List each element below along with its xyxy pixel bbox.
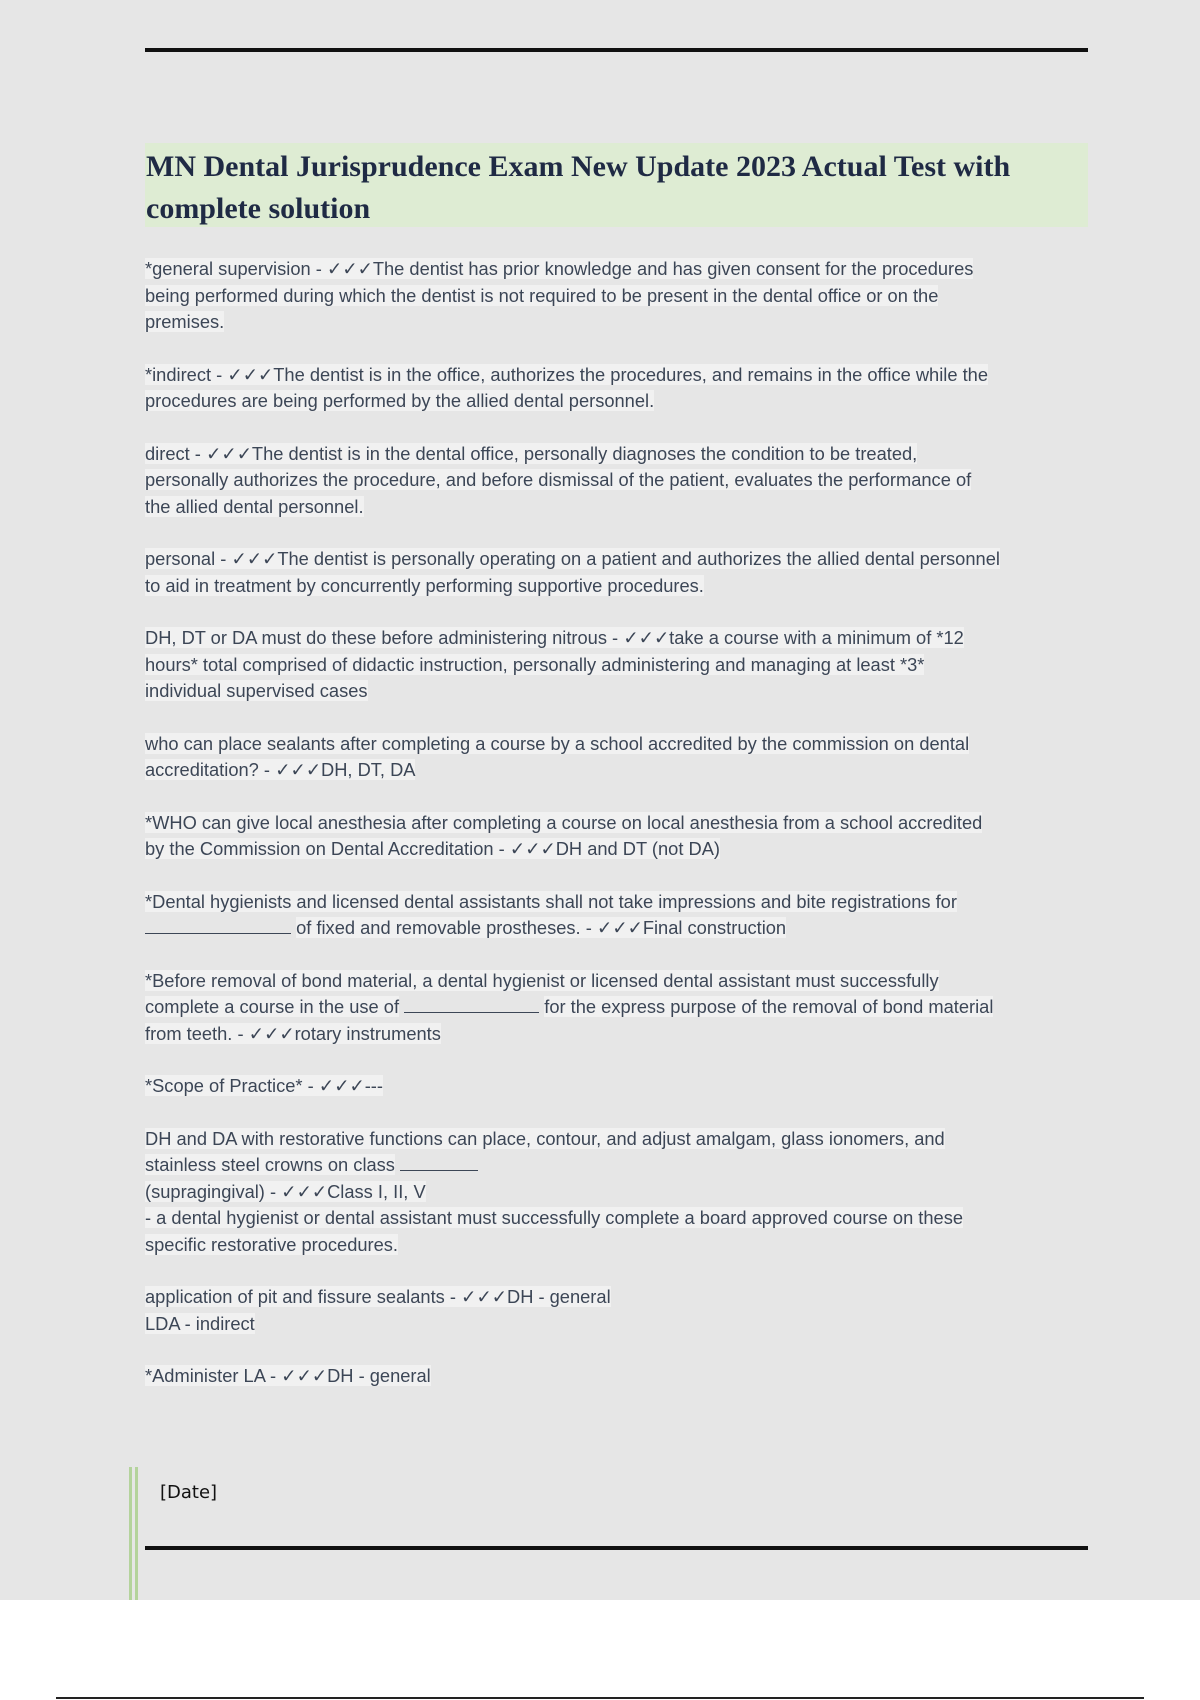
page-bottom-edge: [56, 1697, 1144, 1699]
entry-line: of fixed and removable prostheses. - ✓✓✓Final construction: [296, 917, 787, 938]
entry-line: LDA - indirect: [145, 1312, 255, 1334]
entry-line: hours* total comprised of didactic instruction, personally administering and managing at least *3*: [145, 653, 925, 675]
entry-line: premises.: [145, 311, 225, 332]
entry-pit-fissure-sealants: [145, 1284, 1090, 1337]
entry-line: *Dental hygienists and licensed dental assistants shall not take impressions and bite registrations for: [145, 890, 957, 912]
entry-line: DH, DT or DA must do these before administering nitrous - ✓✓✓take a course with a minimum of *12: [145, 627, 964, 648]
entry-line: who can place sealants after completing a course by a school accredited by the commission on dental: [145, 732, 970, 754]
entry-local-anesthesia: [145, 810, 1090, 863]
entry-line: procedures are being performed by the allied dental personnel.: [145, 390, 655, 411]
fill-in-blank: [404, 994, 539, 1013]
entry-line: complete a course in the use of: [145, 996, 400, 1017]
entry-line: by the Commission on Dental Accreditation - ✓✓✓DH and DT (not DA): [145, 838, 720, 859]
entry-line: *indirect - ✓✓✓The dentist is in the office, authorizes the procedures, and remains in the office while the: [145, 363, 988, 385]
entry-line: DH and DA with restorative functions can place, contour, and adjust amalgam, glass ionomers, and: [145, 1127, 945, 1149]
entry-line: for the express purpose of the removal of bond material: [544, 996, 994, 1017]
footer-rule: [145, 1546, 1088, 1550]
fill-in-blank: [145, 915, 291, 934]
entry-line: *Scope of Practice* - ✓✓✓---: [145, 1075, 383, 1096]
document-title: [146, 146, 1086, 230]
entry-line: being performed during which the dentist is not required to be present in the dental office or on the: [145, 284, 939, 306]
fill-in-blank: [400, 1152, 478, 1171]
entry-personal: [145, 546, 1090, 599]
footer-date: [Date]: [160, 1482, 218, 1503]
entry-scope-of-practice: [145, 1073, 1090, 1100]
entry-line: individual supervised cases: [145, 680, 368, 701]
entry-line: *Administer LA - ✓✓✓DH - general: [145, 1365, 431, 1386]
title-line-2: complete solution: [146, 192, 371, 225]
entry-bond-removal: [145, 968, 1090, 1048]
entry-impressions: [145, 889, 1090, 942]
entry-line: *WHO can give local anesthesia after completing a course on local anesthesia from a school accredited: [145, 811, 983, 833]
entry-line: *Before removal of bond material, a dental hygienist or licensed dental assistant must successfully: [145, 969, 939, 991]
entry-line: the allied dental personnel.: [145, 495, 364, 517]
entry-line: (supragingival) - ✓✓✓Class I, II, V: [145, 1180, 426, 1202]
entry-sealants: [145, 731, 1090, 784]
qa-list: [145, 256, 1090, 1416]
header-rule: [145, 48, 1088, 52]
entry-general-supervision: [145, 256, 1090, 336]
entry-line: from teeth. - ✓✓✓rotary instruments: [145, 1022, 441, 1044]
entry-indirect: [145, 362, 1090, 415]
entry-line: accreditation? - ✓✓✓DH, DT, DA: [145, 759, 416, 780]
entry-line: stainless steel crowns on class: [145, 1154, 395, 1175]
entry-line: direct - ✓✓✓The dentist is in the dental office, personally diagnoses the condition to be treated,: [145, 442, 918, 464]
entry-restorative: [145, 1126, 1090, 1259]
entry-line: specific restorative procedures.: [145, 1233, 399, 1255]
entry-nitrous: [145, 625, 1090, 705]
entry-direct: [145, 441, 1090, 521]
entry-line: application of pit and fissure sealants - ✓✓✓DH - general: [145, 1286, 611, 1307]
title-line-1: MN Dental Jurisprudence Exam New Update 2023 Actual Test with: [146, 150, 1011, 183]
entry-line: personally authorizes the procedure, and before dismissal of the patient, evaluates the performance of: [145, 469, 972, 490]
footer-accent-bar: [129, 1467, 143, 1600]
entry-line: to aid in treatment by concurrently performing supportive procedures.: [145, 574, 704, 596]
entry-line: personal - ✓✓✓The dentist is personally operating on a patient and authorizes the allied dental personnel: [145, 548, 1000, 569]
entry-line: - a dental hygienist or dental assistant must successfully complete a board approved course on these: [145, 1207, 964, 1228]
entry-administer-la: [145, 1363, 1090, 1390]
entry-line: *general supervision - ✓✓✓The dentist has prior knowledge and has given consent for the procedures: [145, 258, 974, 279]
